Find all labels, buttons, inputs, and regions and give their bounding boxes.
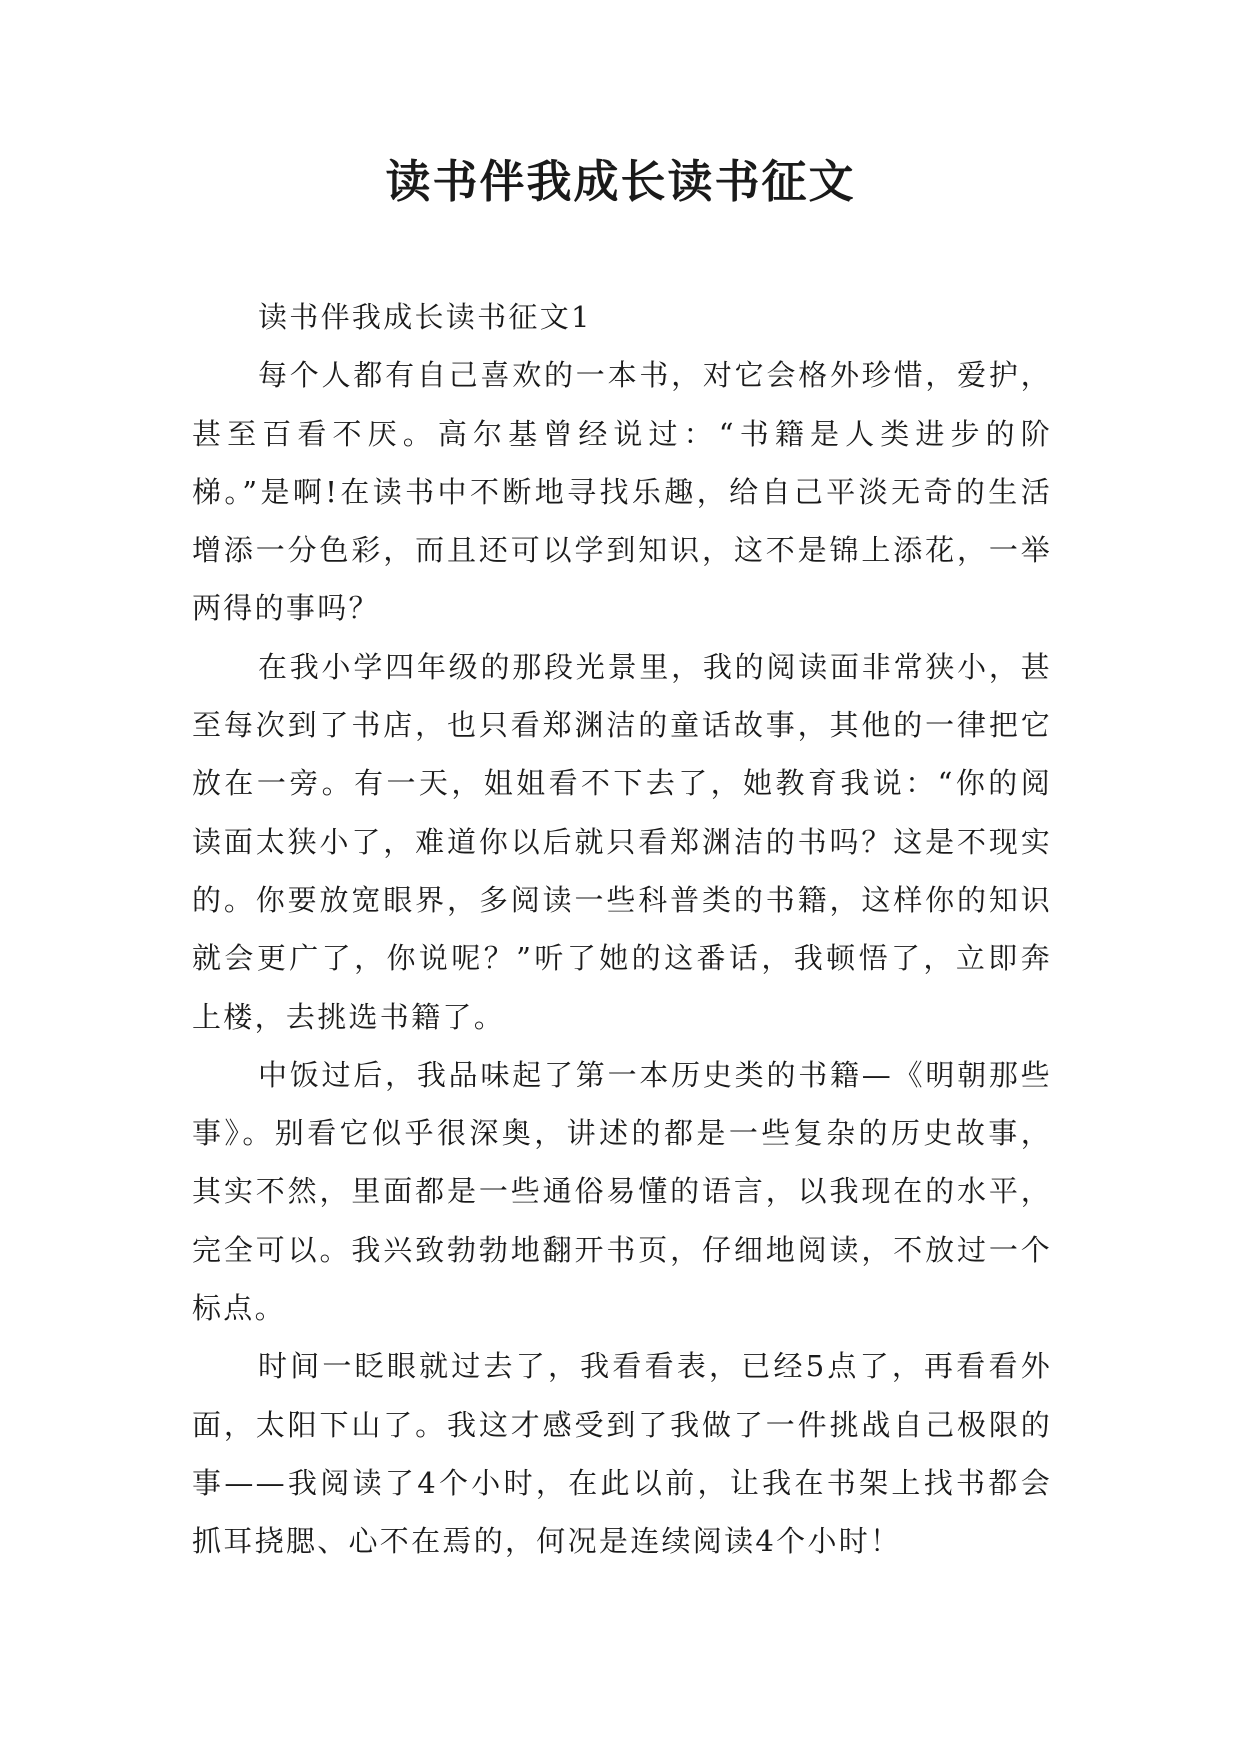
document-title: 读书伴我成长读书征文: [385, 155, 856, 208]
subtitle-paragraph: 读书伴我成长读书征文1: [258, 300, 592, 334]
body-paragraph: 时间一眨眼就过去了，我看看表，已经5点了，再看看外面，太阳下山了。我这才感受到了我做了一件挑战自己极限的事——我阅读了4个小时，在此以前，让我在书架上找书都会抓耳挠腮、心不在焉的，何况是连续阅读4个小时！: [192, 1349, 1052, 1559]
document-body: [192, 288, 1052, 1571]
body-paragraph: 每个人都有自己喜欢的一本书，对它会格外珍惜，爱护，甚至百看不厌。高尔基曾经说过：“书籍是人类进步的阶梯。”是啊!在读书中不断地寻找乐趣，给自己平淡无奇的生活增添一分色彩，而且还可以学到知识，这不是锦上添花，一举两得的事吗？: [192, 358, 1052, 626]
body-paragraph: 在我小学四年级的那段光景里，我的阅读面非常狭小，甚至每次到了书店，也只看郑渊洁的童话故事，其他的一律把它放在一旁。有一天，姐姐看不下去了，她教育我说：“你的阅读面太狭小了，难道你以后就只看郑渊洁的书吗？这是不现实的。你要放宽眼界，多阅读一些科普类的书籍，这样你的知识就会更广了，你说呢？”听了她的这番话，我顿悟了，立即奔上楼，去挑选书籍了。: [192, 649, 1052, 1034]
body-paragraph: 中饭过后，我品味起了第一本历史类的书籍—《明朝那些事》。别看它似乎很深奥，讲述的都是一些复杂的历史故事，其实不然，里面都是一些通俗易懂的语言，以我现在的水平，完全可以。我兴致勃勃地翻开书页，仔细地阅读，不放过一个标点。: [192, 1057, 1052, 1326]
